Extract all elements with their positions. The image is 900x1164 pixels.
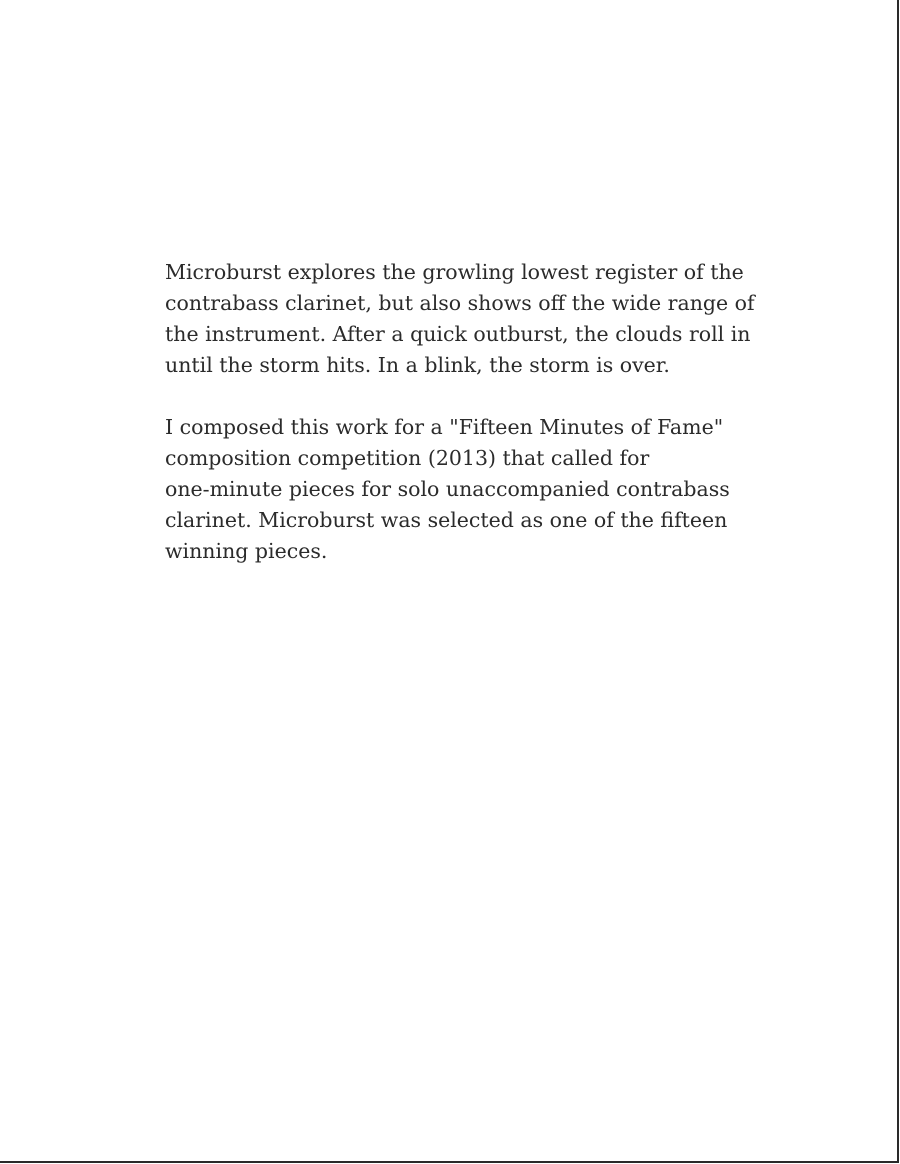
text-line: clarinet. Microburst was selected as one of the fifteen [165, 508, 728, 532]
text-line: Microburst explores the growling lowest register of the [165, 260, 744, 284]
text-line: composition competition (2013) that called for [165, 446, 650, 470]
text-line: winning pieces. [165, 539, 328, 563]
text-line: one-minute pieces for solo unaccompanied contrabass [165, 477, 730, 501]
paragraph-description [165, 257, 765, 381]
text-line: the instrument. After a quick outburst, the clouds roll in [165, 322, 751, 346]
paragraph-background [165, 412, 765, 567]
text-line: I composed this work for a "Fifteen Minutes of Fame" [165, 415, 724, 439]
text-line: contrabass clarinet, but also shows off the wide range of [165, 291, 755, 315]
program-notes [165, 257, 765, 567]
text-line: until the storm hits. In a blink, the storm is over. [165, 353, 670, 377]
